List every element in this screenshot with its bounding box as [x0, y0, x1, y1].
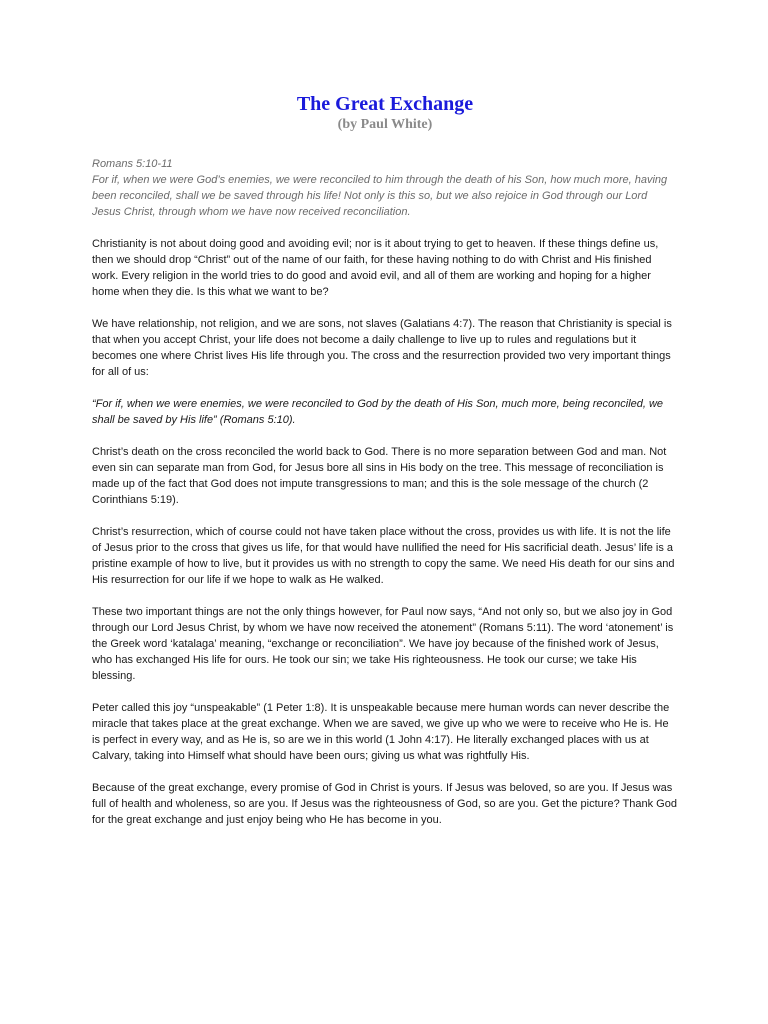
body-paragraph: Christ’s death on the cross reconciled the world back to God. There is no more separation between God and man. Not even sin can separate man from God, for Jesus bore all sins in His body on the tree. This message of reconciliation is made up of the fact that God does not impute transgressions to man; and this is the sole message of the church (2 Corinthians 5:19). [92, 446, 667, 506]
document-author: (by Paul White) [337, 117, 433, 132]
document-page [92, 92, 678, 844]
document-title: The Great Exchange [296, 93, 474, 115]
scripture-passage: For if, when we were God’s enemies, we were reconciled to him through the death of his Son, how much more, having been reconciled, shall we be saved through his life! Not only is this so, but we also rejoice in God through our Lord Jesus Christ, through whom we have now received reconciliation. [92, 174, 668, 218]
body-paragraph: These two important things are not the only things however, for Paul now says, “And not only so, but we also joy in God through our Lord Jesus Christ, by whom we have now received the atonement” (Romans 5:11). The word ‘atonement’ is the Greek word ‘katalaga’ meaning, “exchange or reconciliation”. We have joy because of the finished work of Jesus, who has exchanged His life for ours. He took our sin; we take His righteousness. He took our curse; we take His blessing. [92, 606, 674, 682]
body-paragraph: Peter called this joy “unspeakable” (1 Peter 1:8). It is unspeakable because mere human words can never describe the miracle that takes place at the great exchange. When we are saved, we give up who we were to receive who He is. He is perfect in every way, and as He is, so are we in this world (1 John 4:17). He literally exchanged places with us at Calvary, taking into Himself what should have been ours; giving us what was rightfully His. [92, 702, 670, 762]
body-paragraph: We have relationship, not religion, and we are sons, not slaves (Galatians 4:7). The reason that Christianity is special is that when you accept Christ, your life does not become a daily challenge to live up to rules and regulations but it becomes one where Christ lives His life through you. The cross and the resurrection provided two very important things for all of us: [92, 318, 672, 378]
scripture-reference: Romans 5:10-11 [92, 158, 173, 170]
body-paragraph: Because of the great exchange, every promise of God in Christ is yours. If Jesus was beloved, so are you. If Jesus was full of health and wholeness, so are you. If Jesus was the righteousness of God, so are you. Get the picture? Thank God for the great exchange and just enjoy being who He has become in you. [92, 782, 677, 826]
scripture-quote: “For if, when we were enemies, we were reconciled to God by the death of His Son, much more, being reconciled, we shall be saved by His life” (Romans 5:10). [92, 398, 664, 426]
body-paragraph: Christ’s resurrection, which of course could not have taken place without the cross, provides us with life. It is not the life of Jesus prior to the cross that gives us life, for that would have nullified the need for His sacrificial death. Jesus’ life is a pristine example of how to live, but it provides us with no strength to copy the same. We need His death for our sins and His resurrection for our life if we hope to walk as He walked. [92, 526, 675, 586]
body-paragraph: Christianity is not about doing good and avoiding evil; nor is it about trying to get to heaven. If these things define us, then we should drop “Christ” out of the name of our faith, for these having nothing to do with Christ and His finished work. Every religion in the world tries to do good and avoid evil, and all of them are working and hoping for a higher home when they die. Is this what we want to be? [92, 238, 659, 298]
